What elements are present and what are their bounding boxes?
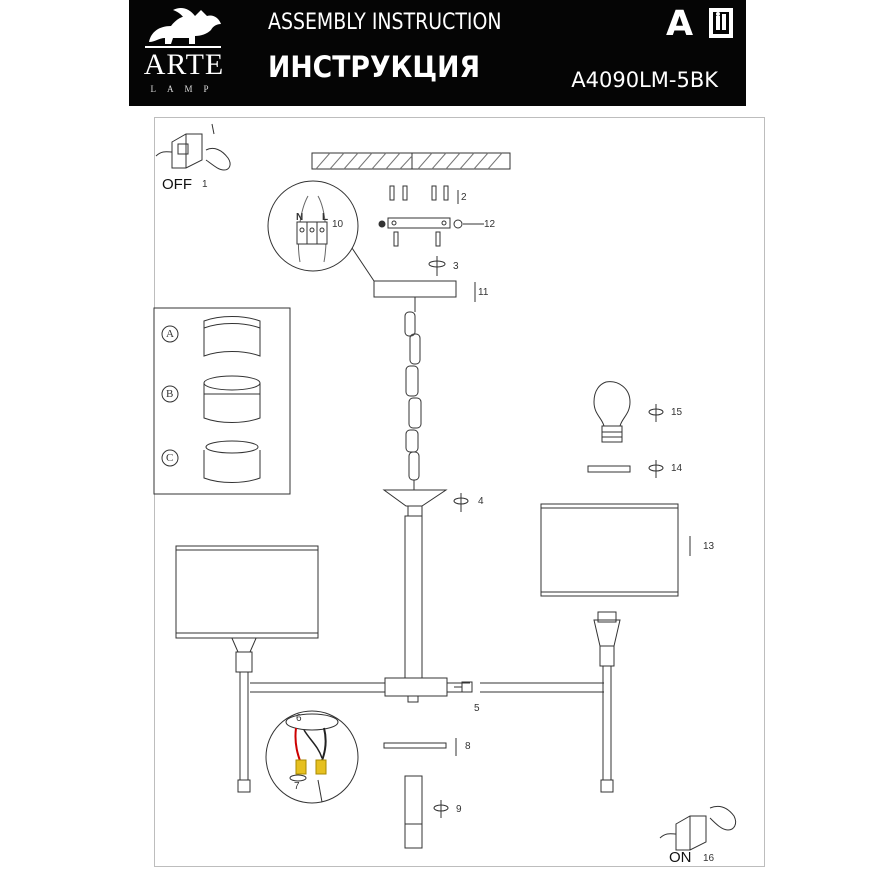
chain-cup: [384, 490, 446, 516]
screw-set: [390, 186, 458, 246]
step-6: 6: [296, 713, 302, 724]
step-8: 8: [465, 741, 471, 752]
chain-icon: [405, 297, 421, 490]
title-russian: ИНСТРУКЦИЯ: [268, 50, 481, 84]
right-arm: [594, 612, 620, 792]
bulb-icon: [588, 382, 663, 478]
shade-icon: [176, 504, 690, 638]
shade-type-b: B: [166, 388, 174, 400]
wire-connection-detail: [266, 711, 358, 803]
hand-icon: [206, 148, 230, 170]
title-english: ASSEMBLY INSTRUCTION: [268, 10, 502, 35]
step-14: 14: [671, 463, 683, 474]
step-15: 15: [671, 407, 683, 418]
brand-name: ARTE: [143, 48, 225, 81]
hand-icon: [710, 806, 736, 830]
step-13: 13: [703, 541, 715, 552]
wire-neutral-label: N: [296, 212, 304, 223]
step-9: 9: [456, 804, 462, 815]
step-16: 16: [703, 853, 715, 864]
rating-badge: A: [666, 4, 694, 44]
bottom-finial: [405, 776, 448, 848]
shade-type-c: C: [166, 452, 174, 464]
canopy: [374, 281, 475, 302]
switch-off-label: OFF: [162, 176, 192, 193]
rotate-arrow-icon: [454, 493, 468, 512]
wire-live-label: L: [322, 212, 329, 223]
step-7: 7: [294, 781, 300, 792]
rotate-arrow-icon: [429, 256, 445, 276]
central-stem: [405, 516, 422, 678]
step-1: 1: [202, 179, 208, 190]
step-2: 2: [461, 192, 467, 203]
step-12: 12: [484, 219, 496, 230]
switch-on-label: ON: [669, 849, 692, 866]
junction-box-on-icon: [660, 806, 736, 850]
step-5: 5: [474, 703, 480, 714]
shade-type-a: A: [166, 328, 174, 340]
brand-sub: LAMP: [150, 84, 220, 94]
model-number: A4090LM-5BK: [571, 68, 718, 92]
wiring-detail-circle: [268, 181, 374, 281]
junction-box-icon: [156, 124, 230, 170]
ceiling-hatch: [312, 153, 510, 169]
step-3: 3: [453, 261, 459, 272]
arm-hub: [250, 678, 604, 702]
mounting-bracket: [379, 218, 484, 228]
step-10: 10: [332, 219, 344, 230]
step-4: 4: [478, 496, 484, 507]
shade-legend-box: [154, 308, 290, 494]
left-arm: [231, 636, 257, 792]
step-11: 11: [478, 287, 489, 298]
extension-rod: [384, 738, 456, 756]
